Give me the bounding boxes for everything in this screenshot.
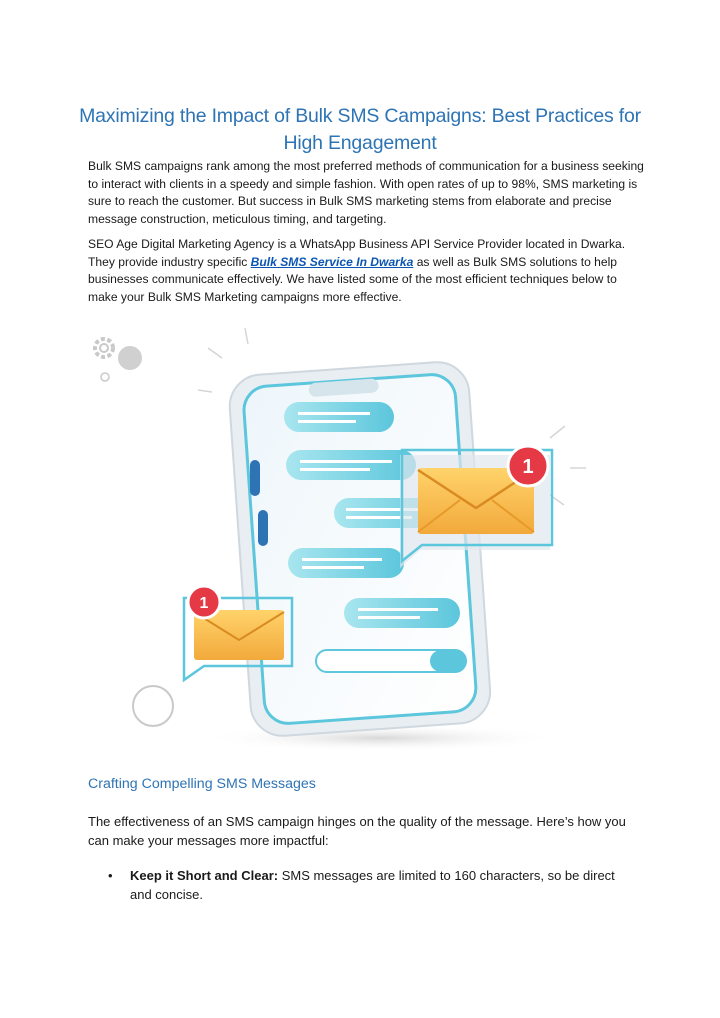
bullet-body: SMS messages are limited to 160 characters, so be direct and concise. (130, 868, 615, 902)
bulk-sms-service-link[interactable]: Bulk SMS Service In Dwarka (250, 254, 414, 269)
bullet-bold-lead: Keep it Short and Clear: (130, 868, 279, 883)
phone-messages-image (80, 320, 640, 760)
agency-paragraph (88, 236, 648, 306)
intro-paragraph: Bulk SMS campaigns rank among the most preferred methods of communication for a business seeking to interact with clients in a speedy and simple fashion. With open rates of up to 98%, SMS marketing is sure to reach the customer. But success in Bulk SMS marketing stems from elaborate and precise message construction, meticulous timing, and targeting. (88, 159, 644, 226)
sms-illustration (80, 320, 640, 760)
agency-text-after: as well as Bulk SMS solutions to help businesses communicate effectively. We have listed some of the most efficient techniques below to make your Bulk SMS Marketing campaigns more effective. (88, 254, 618, 304)
bullet-text (130, 866, 630, 904)
page-title: Maximizing the Impact of Bulk SMS Campaigns: Best Practices for High Engagement (79, 105, 641, 154)
grey-dot-decoration (118, 346, 142, 370)
notification-badge-large: 1 (522, 456, 534, 478)
gear-icon (95, 339, 113, 357)
small-ring-decoration (101, 373, 109, 381)
large-ring-decoration (133, 686, 173, 726)
notification-badge-small: 1 (199, 595, 209, 612)
agency-text-before: SEO Age Digital Marketing Agency is a WhatsApp Business API Service Provider located in Dwarka. They provide industry specific (88, 237, 626, 269)
message-quality-paragraph: The effectiveness of an SMS campaign hinges on the quality of the message. Here’s how you can make your messages more impactful: (88, 814, 626, 848)
section-heading: Crafting Compelling SMS Messages (88, 776, 316, 792)
bullet-marker: • (108, 868, 113, 883)
